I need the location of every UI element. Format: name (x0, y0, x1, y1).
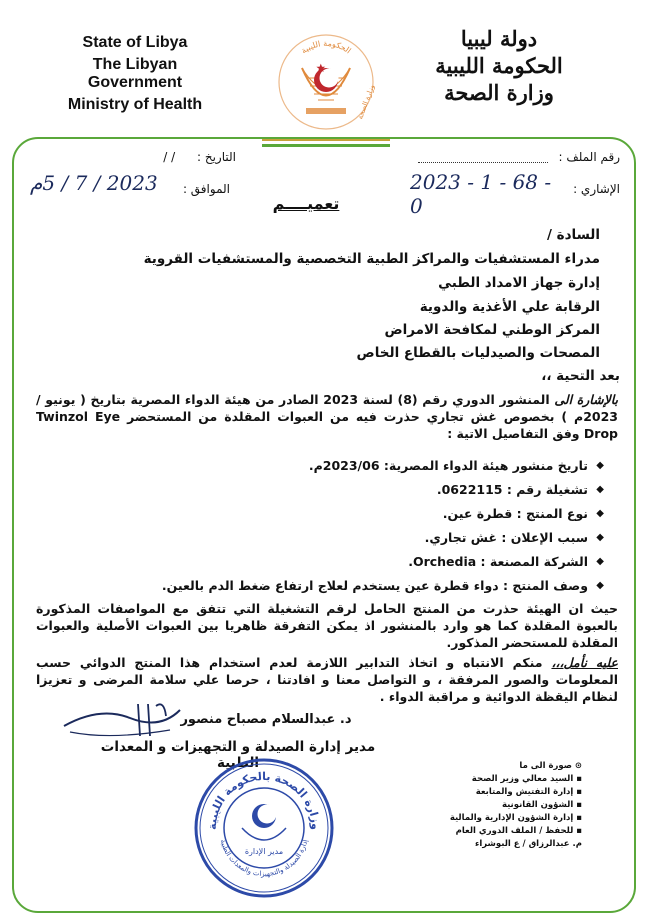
arabic-header (384, 26, 614, 105)
addressee-2: إدارة جهاز الامداد الطبي (438, 275, 600, 291)
stamp-inner-text: مدير الإدارة (244, 847, 284, 856)
arabic-ministry: وزارة الصحة (444, 80, 554, 105)
english-state: State of Libya (82, 34, 188, 51)
logo-side-text: وزارة الصحة (355, 83, 376, 121)
addressee-1: مدراء المستشفيات والمراكز الطبية التخصصية والمستشفيات القروية (143, 251, 600, 267)
detail-product-type: ◆ نوع المنتج : قطرة عين. (44, 502, 604, 526)
stamp-ring-text: وزارة الصحة بالحكومة الليبية (205, 769, 323, 831)
request-lead: عليه نأمل،،، (551, 655, 618, 670)
svg-text:إدارة الصيدلة والتجهيزات والمع (219, 839, 309, 878)
date-field (96, 150, 236, 164)
arabic-state: دولة ليبيا (460, 26, 538, 51)
intro-text: المنشور الدوري رقم (8) لسنة 2023 الصادر من هيئة الدواء المصرية بتاريخ ( يونيو / 2023م ) بخصوص غش تجاري حذرت فيه من العبوات المقلدة من المستحضر Twinzol Eye Drop وفق التفاصيل الاتية : (36, 392, 618, 441)
stamp-bottom-text: إدارة الصيدلة والتجهيزات والمعدات الطبية (218, 838, 310, 879)
detail-manufacturer: ◆ الشركة المصنعة : Orchedia. (44, 550, 604, 574)
date-value: / / (163, 150, 176, 164)
cc-item: ▪ للحفظ / الملف الدوري العام (455, 826, 582, 836)
signatory-title: مدير إدارة الصيدلة و التجهيزات و المعدات الطبية (100, 739, 376, 771)
addressee-5: المصحات والصيدليات بالقطاع الخاص (356, 345, 600, 361)
details-list (44, 454, 604, 598)
file-number-line (418, 162, 548, 163)
cc-footer: م. عبدالرزاق / ع البوشراء (474, 839, 582, 849)
arabic-government: الحكومة الليبية (435, 53, 563, 78)
corresponding-date-handwritten: 2023 / 7 / 5م (30, 171, 158, 195)
cc-item: ▪ الشؤون القانونية (501, 800, 582, 810)
date-label: التاريخ : (196, 150, 236, 164)
detail-reason: ◆ سبب الإعلان : غش تجاري. (44, 526, 604, 550)
addressee-4: المركز الوطني لمكافحة الامراض (384, 322, 600, 338)
cc-item: ▪ السيد معالي وزير الصحة (471, 774, 582, 784)
salutation: السادة / (546, 227, 600, 243)
addressee-3: الرقابة علي الأغذية والدوية (419, 299, 600, 315)
english-ministry: Ministry of Health (67, 96, 203, 113)
corresponding-label: الموافق : (182, 182, 230, 196)
official-stamp (192, 756, 336, 900)
reference-label: الإشاري : (573, 182, 620, 196)
english-government: The Libyan Government (87, 56, 183, 91)
detail-publish-date: ◆ تاريخ منشور هيئة الدواء المصرية: 2023/06م. (44, 454, 604, 478)
request-text: منكم الانتباه و اتخاذ التدابير اللازمة لعدم استخدام هذا المنتج الدوائي حسب المعلومات والصور المرفقة ، و التواصل معنا و افادتنا ، حرصا علي سلامة المرضى و تعزيزا لنظام اليقظة الدوائية و مراقبة الدواء . (36, 655, 618, 704)
logo-arc-text: الحكومة الليبية (299, 38, 353, 56)
intro-paragraph (36, 391, 618, 442)
detail-description: ◆ وصف المنتج : دواء قطرة عين يستخدم لعلاج ارتفاع ضغط الدم بالعين. (44, 574, 604, 598)
reference-number-handwritten: 2023 - 1 - 68 - 0 (410, 170, 552, 218)
signatory-name: د. عبدالسلام مصباح منصور (180, 712, 352, 727)
ministry-logo (272, 28, 380, 136)
cc-header: ⊙ صورة الى ما (519, 761, 582, 771)
file-number-label: رقم الملف : (558, 150, 620, 164)
warning-paragraph: حيث ان الهيئة حذرت من المنتج الحامل لرقم التشغيلة التي تتفق مع المواصفات المذكورة بالعبوة المقلدة كما هو وارد بالمنشور اذ يمكن التفرقة ظاهريا بين العبوات الأصلية والعبوات المقلدة للمستحضر المذكور. (36, 601, 618, 650)
document-title: تعميــــم (272, 194, 340, 213)
cc-list (450, 760, 582, 851)
detail-batch-number: ◆ تشغيلة رقم : 0622115. (44, 478, 604, 502)
intro-lead: بالإشارة الى (554, 392, 618, 407)
cc-item: ▪ إدارة التفتيش والمتابعة (475, 787, 582, 797)
official-stamp-icon (192, 756, 336, 900)
english-header (50, 34, 220, 114)
svg-text:الحكومة الليبية (299, 39, 352, 56)
greeting: بعد التحية ،، (541, 368, 620, 384)
cc-item: ▪ إدارة الشؤون الإدارية والمالية (449, 813, 582, 823)
